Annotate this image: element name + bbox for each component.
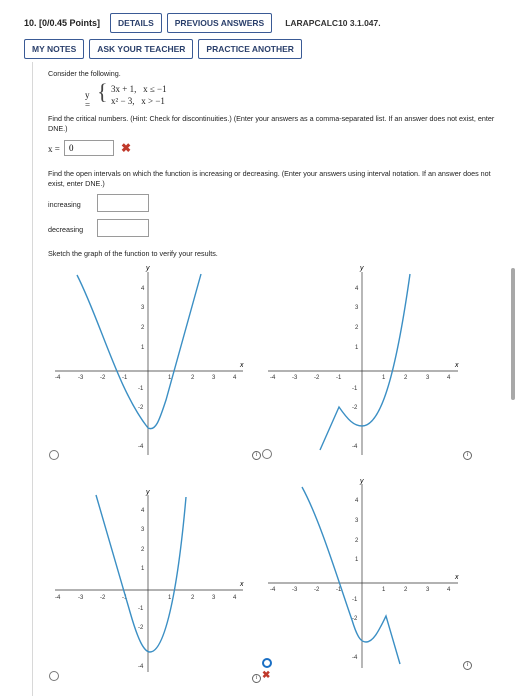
graph-b-ytick: 2 (355, 325, 359, 331)
graph-d-axes (268, 478, 459, 668)
graph-a-xtick: 1 (168, 375, 172, 381)
graph-b-ytick: 1 (355, 345, 359, 351)
graph-b-ytick: 3 (355, 305, 359, 311)
previous-answers-button[interactable]: PREVIOUS ANSWERS (167, 13, 272, 33)
function-y-label: y = (85, 90, 91, 110)
graph-d-ytick: 3 (355, 518, 359, 524)
graph-c-ytick: -1 (138, 606, 144, 612)
question-toolbar (24, 39, 307, 59)
graph-d-ticks (270, 498, 451, 661)
decreasing-input[interactable] (97, 219, 149, 237)
graph-c-info-icon[interactable]: i (252, 674, 261, 683)
graph-a-xtick: -1 (122, 375, 128, 381)
graph-d-xtick: -3 (292, 587, 298, 593)
graph-a-ytick: -2 (138, 405, 144, 411)
graph-d-xtick: -2 (314, 587, 320, 593)
question-points-label: 10. [0/0.45 Points] (24, 18, 101, 28)
graph-c-xtick: -4 (55, 595, 61, 601)
graph-option-c (50, 482, 250, 680)
graph-c-xtick: 3 (212, 595, 216, 601)
graph-b-y-label: y (360, 265, 364, 272)
graph-c-ytick: 1 (141, 566, 145, 572)
graph-b-ytick: 4 (355, 286, 359, 292)
problem-intro: Consider the following. (48, 69, 121, 78)
critical-numbers-prompt: Find the critical numbers. (Hint: Check for discontinuities.) (Enter your answers as a comma-separated list. If an answer does not exist, enter DNE.) (48, 114, 495, 133)
graph-a-ytick: 3 (141, 305, 145, 311)
graph-a-ytick: 1 (141, 345, 145, 351)
graph-c-ticks (55, 508, 237, 670)
graph-c-ytick: 2 (141, 547, 145, 553)
graph-d-xtick: 1 (382, 587, 386, 593)
graph-a-ytick: -1 (138, 386, 144, 392)
graph-d-curve (302, 487, 400, 664)
details-button[interactable]: DETAILS (110, 13, 162, 33)
question-header (24, 12, 508, 34)
graph-d-ytick: -4 (352, 655, 358, 661)
graph-c-xtick: 2 (191, 595, 195, 601)
graph-a-ytick: 2 (141, 325, 145, 331)
graph-b-curve (320, 274, 410, 450)
graph-d-ytick: 1 (355, 557, 359, 563)
option-b-radio[interactable] (262, 449, 272, 459)
graph-b-xtick: 1 (382, 375, 386, 381)
graph-c-xtick: -2 (100, 595, 106, 601)
graph-c-ytick: -4 (138, 664, 144, 670)
graph-a-y-label: y (146, 265, 150, 272)
ask-teacher-button[interactable]: ASK YOUR TEACHER (89, 39, 193, 59)
graph-a-xtick: 2 (191, 375, 195, 381)
graph-c-xtick: 1 (168, 595, 172, 601)
graph-d-ytick: 4 (355, 498, 359, 504)
graph-option-d (262, 478, 462, 678)
function-piece-1: 3x + 1, x ≤ −1 (111, 84, 167, 94)
page-scrollbar[interactable] (511, 268, 515, 400)
increasing-label: increasing (48, 200, 81, 209)
graph-a-info-icon[interactable]: i (252, 451, 261, 460)
graph-d-x-label: x (455, 574, 459, 581)
graph-d-xtick: 4 (447, 587, 451, 593)
brace-symbol: { (97, 79, 108, 104)
graph-d-xtick: -4 (270, 587, 276, 593)
critical-var-label: x = (48, 144, 60, 154)
incorrect-x-icon: ✖ (121, 141, 132, 155)
graph-b-xtick: 2 (404, 375, 408, 381)
graph-d-ytick: -1 (352, 597, 358, 603)
graph-d-xtick: 2 (404, 587, 408, 593)
graph-b-ytick: -2 (352, 405, 358, 411)
option-a-radio[interactable] (49, 450, 59, 460)
graph-option-b (262, 262, 462, 462)
graph-b-xtick: 4 (447, 375, 451, 381)
graph-d-ytick: -2 (352, 616, 358, 622)
graph-b-ytick: -4 (352, 444, 358, 450)
graph-d-y-label: y (360, 478, 364, 485)
graph-a-ytick: -4 (138, 444, 144, 450)
question-id: LARAPCALC10 3.1.047. (285, 18, 381, 28)
graph-b-xtick: -1 (336, 375, 342, 381)
graph-b-xtick: -3 (292, 375, 298, 381)
sketch-prompt: Sketch the graph of the function to verify your results. (48, 249, 218, 258)
option-d-incorrect-icon: ✖ (262, 670, 271, 681)
graph-b-ytick: -1 (352, 386, 358, 392)
graph-b-info-icon[interactable]: i (463, 451, 472, 460)
decreasing-label: decreasing (48, 225, 84, 234)
graph-c-ytick: -2 (138, 625, 144, 631)
graph-a-axes (55, 265, 244, 455)
graph-c-xtick: 4 (233, 595, 237, 601)
graph-c-ytick: 3 (141, 527, 145, 533)
graph-c-x-label: x (240, 581, 244, 588)
graph-a-ytick: 4 (141, 286, 145, 292)
my-notes-button[interactable]: MY NOTES (24, 39, 84, 59)
graph-a-xtick: -3 (78, 375, 84, 381)
function-piece-2: x² − 3, x > −1 (111, 96, 165, 106)
graph-a-xtick: -4 (55, 375, 61, 381)
graph-c-ytick: 4 (141, 508, 145, 514)
graph-option-a (50, 262, 250, 462)
graph-d-xtick: 3 (426, 587, 430, 593)
graph-a-x-label: x (240, 362, 244, 369)
graph-d-info-icon[interactable]: i (463, 661, 472, 670)
graph-a-xtick: 3 (212, 375, 216, 381)
graph-b-xtick: -4 (270, 375, 276, 381)
graph-d-xtick: -1 (336, 587, 342, 593)
graph-d-ytick: 2 (355, 538, 359, 544)
graph-a-xtick: 4 (233, 375, 237, 381)
increasing-input[interactable] (97, 194, 149, 212)
graph-c-axes (55, 489, 244, 672)
graph-b-xtick: 3 (426, 375, 430, 381)
practice-another-button[interactable]: PRACTICE ANOTHER (198, 39, 302, 59)
graph-c-y-label: y (146, 489, 150, 496)
graph-b-xtick: -2 (314, 375, 320, 381)
option-c-radio[interactable] (49, 671, 59, 681)
intervals-prompt: Find the open intervals on which the function is increasing or decreasing. (Enter your answers using interval notation. If an answer does not exist, enter DNE.) (48, 169, 491, 188)
graph-b-x-label: x (455, 362, 459, 369)
critical-numbers-input[interactable] (64, 140, 114, 156)
graph-a-xtick: -2 (100, 375, 106, 381)
graph-c-xtick: -3 (78, 595, 84, 601)
option-d-radio-selected[interactable] (262, 658, 272, 668)
graph-c-xtick: -1 (122, 595, 128, 601)
